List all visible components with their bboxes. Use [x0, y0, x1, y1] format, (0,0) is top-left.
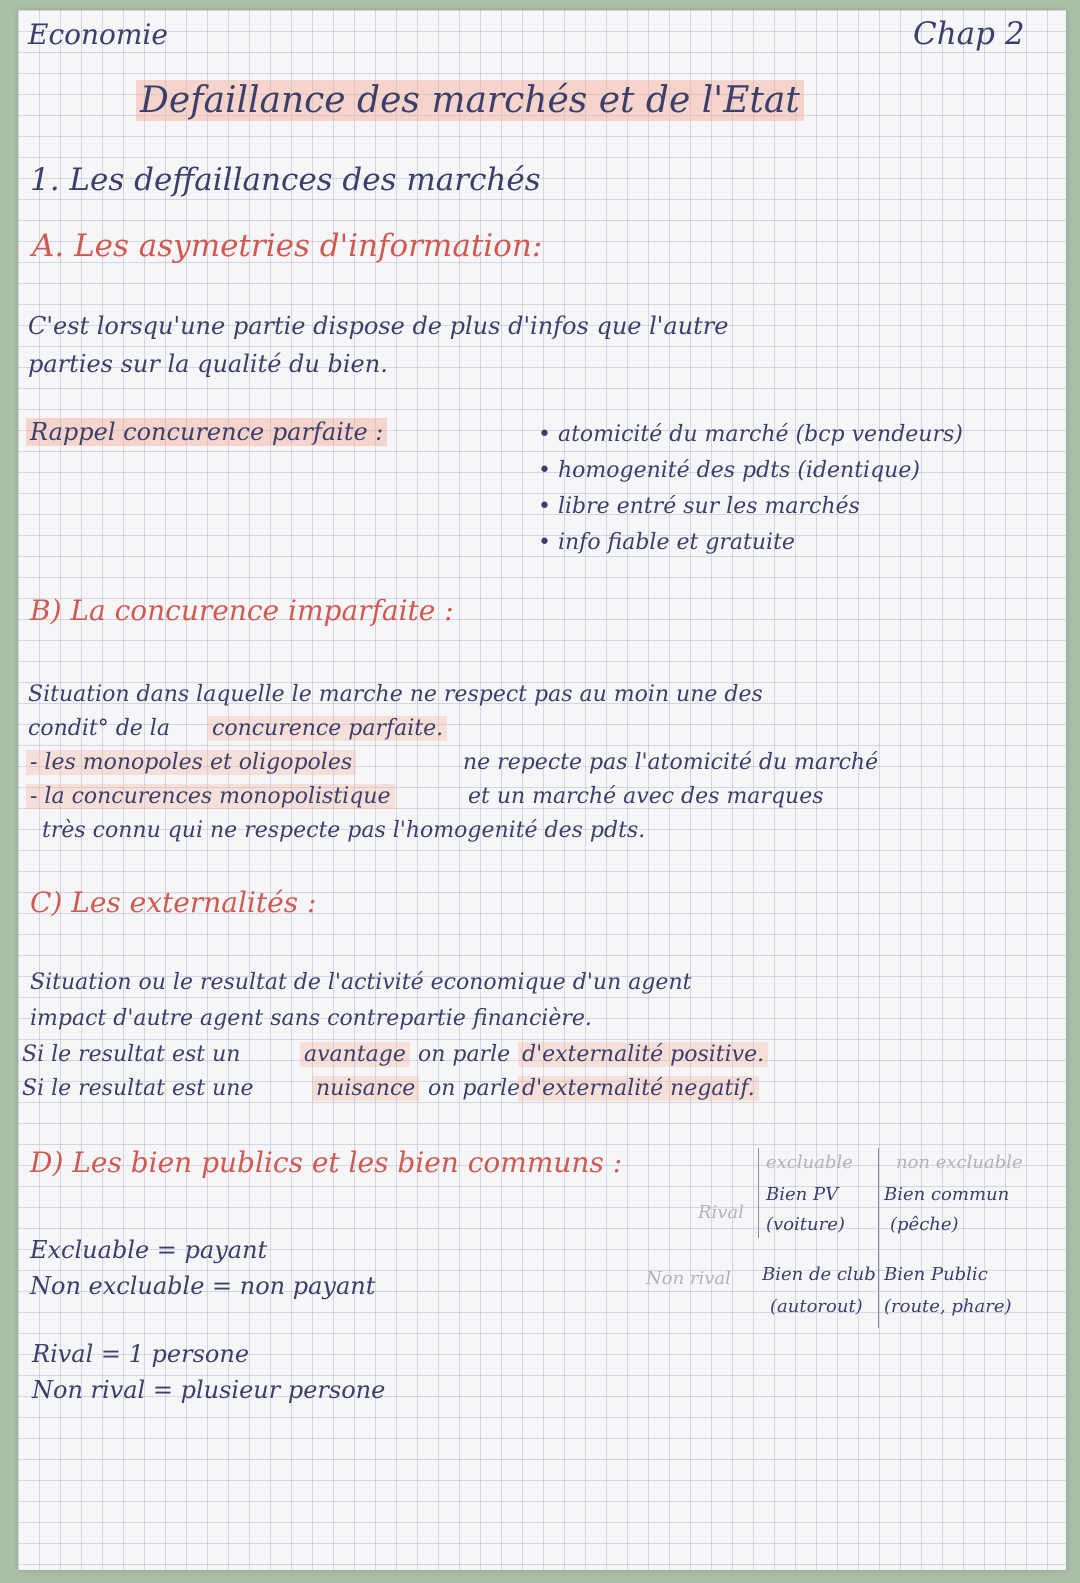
section-b-line-2b: concurence parfaite. — [208, 716, 447, 741]
cell-route-phare: (route, phare) — [884, 1296, 1012, 1317]
subject-label: Economie — [28, 18, 168, 51]
def-non-rival: Non rival = plusieur persone — [32, 1376, 386, 1404]
section-b-line-4b: et un marché avec des marques — [468, 784, 824, 809]
section-b-line-3a: - les monopoles et oligopoles — [26, 750, 356, 775]
chapter-label: Chap 2 — [913, 16, 1025, 52]
section-c-line-4c: on parle — [428, 1076, 521, 1101]
bullet-libre-entree: • libre entré sur les marchés — [538, 494, 860, 519]
section-b-line-3b: ne repecte pas l'atomicité du marché — [463, 750, 879, 775]
section-b-heading: B) La concurence imparfaite : — [30, 594, 454, 627]
bullet-homogenite: • homogenité des pdts (identique) — [538, 458, 920, 483]
def-rival: Rival = 1 persone — [32, 1340, 250, 1368]
cell-voiture: (voiture) — [766, 1214, 845, 1235]
table-row-non-rival: Non rival — [646, 1268, 731, 1289]
section-c-line-3d: d'externalité positive. — [518, 1042, 768, 1067]
bullet-info: • info fiable et gratuite — [538, 530, 795, 555]
cell-bien-public: Bien Public — [884, 1264, 988, 1285]
cell-autorout: (autorout) — [770, 1296, 863, 1317]
section-c-line-2: impact d'autre agent sans contrepartie financière. — [30, 1006, 592, 1031]
def-excluable: Excluable = payant — [30, 1236, 268, 1264]
table-col-non-excluable: non excluable — [896, 1152, 1023, 1173]
section-c-heading: C) Les externalités : — [30, 886, 317, 919]
cell-bien-de-club: Bien de club — [762, 1264, 876, 1285]
section-b-line-4a: - la concurences monopolistique — [26, 784, 395, 809]
table-divider-middle — [878, 1148, 879, 1328]
section-c-line-4b: nuisance — [312, 1076, 419, 1101]
notebook-page — [18, 10, 1066, 1570]
table-col-excluable: excluable — [766, 1152, 853, 1173]
section-b-line-1: Situation dans laquelle le marche ne respect pas au moin une des — [28, 682, 763, 707]
rappel-label: Rappel concurence parfaite : — [26, 418, 387, 446]
section-c-line-1: Situation ou le resultat de l'activité economique d'un agent — [30, 970, 692, 995]
table-divider-left — [758, 1148, 759, 1238]
bullet-atomicite: • atomicité du marché (bcp vendeurs) — [538, 422, 963, 447]
page-title: Defaillance des marchés et de l'Etat — [136, 80, 804, 121]
section-1-heading: 1. Les deffaillances des marchés — [30, 162, 541, 198]
section-d-heading: D) Les bien publics et les bien communs : — [30, 1146, 623, 1179]
section-c-line-3b: avantage — [300, 1042, 410, 1067]
cell-bien-commun: Bien commun — [884, 1184, 1010, 1205]
section-b-line-2a: condit° de la — [28, 716, 170, 741]
section-c-line-3a: Si le resultat est un — [22, 1042, 241, 1067]
cell-bien-pv: Bien PV — [766, 1184, 839, 1205]
section-c-line-3c: on parle — [418, 1042, 511, 1067]
section-c-line-4a: Si le resultat est une — [22, 1076, 254, 1101]
section-b-line-5: très connu qui ne respecte pas l'homogenité des pdts. — [42, 818, 646, 843]
table-row-rival: Rival — [698, 1202, 744, 1223]
cell-peche: (pêche) — [890, 1214, 959, 1235]
def-non-excluable: Non excluable = non payant — [30, 1272, 376, 1300]
section-c-line-4d: d'externalité negatif. — [518, 1076, 759, 1101]
section-a-heading: A. Les asymetries d'information: — [32, 228, 543, 264]
section-a-line-1: C'est lorsqu'une partie dispose de plus d'infos que l'autre — [28, 312, 729, 340]
section-a-line-2: parties sur la qualité du bien. — [28, 350, 388, 378]
